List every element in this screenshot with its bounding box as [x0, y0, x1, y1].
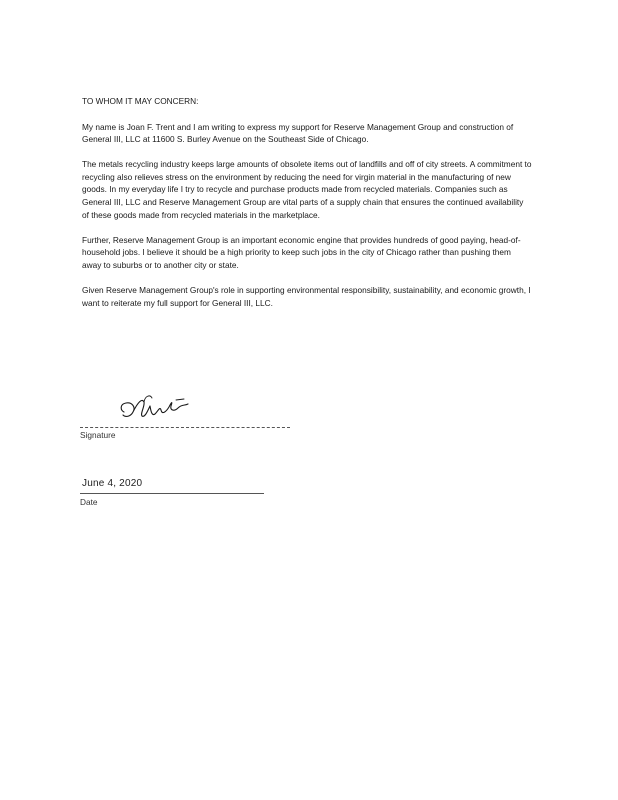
signature-block [80, 388, 300, 448]
paragraph-intro: My name is Joan F. Trent and I am writing to express my support for Reserve Management Group and construction of General III, LLC at 11600 S. Burley Avenue on the Southeast Side of Chicago. [82, 121, 514, 145]
date-line [80, 493, 264, 494]
date-block [80, 478, 280, 518]
paragraph-jobs: Further, Reserve Management Group is an important economic engine that provides hundreds of good paying, head-of-household jobs. I believe it should be a high priority to keep such jobs in the city of Chicago rather than pushing them away to suburbs or to another city or state. [82, 234, 521, 270]
date-value: June 4, 2020 [82, 478, 143, 489]
signature-line [80, 427, 290, 428]
signature-label: Signature [80, 430, 116, 440]
paragraph-recycling: The metals recycling industry keeps large amounts of obsolete items out of landfills and off of city streets. A commitment to recycling also relieves stress on the environment by reducing the need for virgin material in the manufacturing of new goods. In my everyday life I try to recycle and purchase products made from recycled materials. Companies such as General III, LLC and Reserve Management Group are vital parts of a supply chain that ensures the continued availability of these goods made from recycled materials in the marketplace. [82, 159, 532, 220]
salutation: TO WHOM IT MAY CONCERN: [82, 96, 199, 106]
handwritten-signature [114, 388, 194, 428]
letter-body [82, 95, 532, 322]
date-label: Date [80, 497, 98, 507]
paragraph-closing: Given Reserve Management Group's role in supporting environmental responsibility, sustainability, and economic growth, I want to reiterate my full support for General III, LLC. [82, 285, 531, 308]
